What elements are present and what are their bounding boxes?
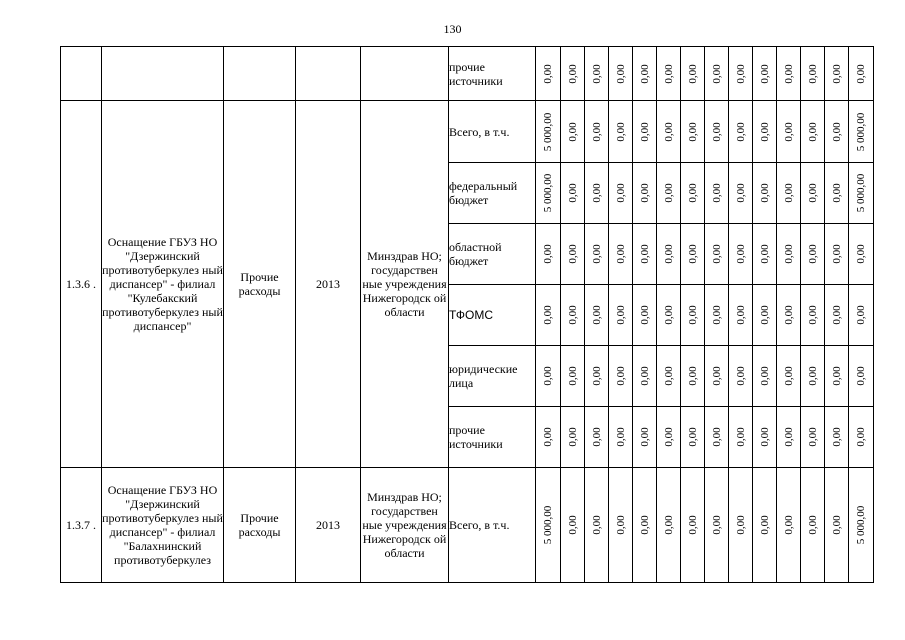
value-cell	[729, 407, 753, 468]
source-label: юридические лица	[449, 346, 536, 407]
value-text: 0,00	[710, 121, 723, 142]
value-text: 0,00	[734, 305, 747, 325]
value-text: 0,00	[686, 121, 699, 142]
value-text: 0,00	[710, 63, 723, 84]
value-cell	[777, 346, 801, 407]
value-text: 0,00	[855, 427, 867, 447]
value-cell	[681, 468, 705, 583]
source-label: ТФОМС	[449, 285, 536, 346]
value-cell	[609, 285, 633, 346]
value-text: 0,00	[758, 183, 771, 203]
value-text: 0,00	[710, 515, 723, 535]
source-label: прочие источники	[449, 407, 536, 468]
value-cell	[536, 47, 561, 101]
value-text: 0,00	[758, 244, 771, 264]
value-cell	[825, 285, 849, 346]
value-text: 0,00	[542, 63, 554, 84]
value-cell	[633, 224, 657, 285]
item-executor	[361, 47, 449, 101]
value-cell	[729, 346, 753, 407]
value-text: 0,00	[734, 366, 747, 386]
value-cell	[801, 346, 825, 407]
value-text: 0,00	[686, 366, 699, 386]
value-cell	[777, 163, 801, 224]
item-name: Оснащение ГБУЗ НО "Дзержинский противотуберкулез ный диспансер" - филиал "Балахнинский противотуберкулез	[102, 468, 224, 583]
value-cell	[753, 346, 777, 407]
item-code: 1.3.7 .	[61, 468, 102, 583]
value-text: 0,00	[590, 427, 603, 447]
value-cell	[849, 468, 874, 583]
value-text: 0,00	[686, 183, 699, 203]
value-cell	[536, 468, 561, 583]
value-text: 0,00	[734, 121, 747, 142]
value-text: 0,00	[710, 366, 723, 386]
item-name: Оснащение ГБУЗ НО "Дзержинский противотуберкулез ный диспансер" - филиал "Кулебакский противотуберкулез ный диспансер"	[102, 101, 224, 468]
value-text: 0,00	[855, 305, 867, 325]
value-cell	[657, 407, 681, 468]
value-text: 0,00	[806, 305, 819, 325]
value-text: 0,00	[614, 427, 627, 447]
value-cell	[585, 285, 609, 346]
expense-type: Прочие расходы	[224, 468, 296, 583]
table-row	[61, 101, 874, 163]
value-cell	[609, 407, 633, 468]
value-text: 0,00	[758, 515, 771, 535]
value-text: 0,00	[758, 366, 771, 386]
value-text: 0,00	[566, 366, 579, 386]
item-year: 2013	[296, 468, 361, 583]
value-text: 5 000,00	[855, 505, 867, 545]
value-text: 0,00	[566, 244, 579, 264]
value-cell	[561, 346, 585, 407]
value-text: 5 000,00	[542, 505, 554, 545]
value-cell	[705, 224, 729, 285]
value-text: 0,00	[662, 427, 675, 447]
value-text: 0,00	[566, 121, 579, 142]
value-cell	[561, 468, 585, 583]
value-cell	[825, 163, 849, 224]
value-cell	[633, 346, 657, 407]
value-cell	[681, 407, 705, 468]
financing-table	[60, 46, 874, 583]
value-text: 0,00	[590, 305, 603, 325]
value-cell	[681, 224, 705, 285]
value-cell	[777, 47, 801, 101]
value-text: 0,00	[806, 63, 819, 84]
value-cell	[681, 346, 705, 407]
value-text: 0,00	[855, 366, 867, 386]
value-cell	[801, 285, 825, 346]
value-cell	[825, 47, 849, 101]
value-text: 0,00	[662, 366, 675, 386]
value-text: 0,00	[734, 515, 747, 535]
value-text: 0,00	[830, 366, 843, 386]
value-text: 0,00	[638, 121, 651, 142]
value-text: 0,00	[590, 244, 603, 264]
value-text: 0,00	[614, 244, 627, 264]
value-text: 0,00	[830, 121, 843, 142]
value-text: 0,00	[782, 183, 795, 203]
value-text: 0,00	[782, 515, 795, 535]
value-text: 0,00	[638, 427, 651, 447]
value-cell	[825, 101, 849, 163]
value-cell	[657, 346, 681, 407]
value-text: 0,00	[758, 63, 771, 84]
value-text: 0,00	[662, 244, 675, 264]
value-text: 0,00	[734, 427, 747, 447]
value-text: 0,00	[806, 183, 819, 203]
value-cell	[801, 407, 825, 468]
value-text: 0,00	[782, 63, 795, 84]
value-cell	[585, 346, 609, 407]
value-text: 5 000,00	[855, 112, 867, 151]
value-cell	[777, 224, 801, 285]
value-cell	[657, 101, 681, 163]
value-text: 0,00	[590, 121, 603, 142]
value-text: 0,00	[782, 244, 795, 264]
value-cell	[609, 224, 633, 285]
value-cell	[585, 101, 609, 163]
value-text: 0,00	[830, 305, 843, 325]
value-cell	[561, 285, 585, 346]
source-label: прочие источники	[449, 47, 536, 101]
value-cell	[585, 468, 609, 583]
value-text: 0,00	[855, 63, 867, 84]
item-year: 2013	[296, 101, 361, 468]
value-cell	[777, 407, 801, 468]
value-text: 0,00	[830, 427, 843, 447]
value-cell	[681, 47, 705, 101]
value-cell	[729, 285, 753, 346]
value-text: 0,00	[758, 427, 771, 447]
value-cell	[849, 346, 874, 407]
value-cell	[657, 285, 681, 346]
value-text: 0,00	[566, 305, 579, 325]
table-row	[61, 468, 874, 583]
page-number: 130	[443, 22, 462, 36]
value-cell	[609, 163, 633, 224]
item-code	[61, 47, 102, 101]
source-label: Всего, в т.ч.	[449, 468, 536, 583]
value-cell	[753, 163, 777, 224]
value-cell	[536, 163, 561, 224]
value-text: 0,00	[830, 63, 843, 84]
source-label: областной бюджет	[449, 224, 536, 285]
value-cell	[849, 101, 874, 163]
value-cell	[681, 285, 705, 346]
value-text: 0,00	[710, 305, 723, 325]
value-cell	[753, 224, 777, 285]
value-text: 0,00	[782, 305, 795, 325]
value-text: 0,00	[686, 244, 699, 264]
value-cell	[561, 407, 585, 468]
value-text: 0,00	[614, 63, 627, 84]
table-row	[61, 47, 874, 101]
value-cell	[729, 224, 753, 285]
value-cell	[729, 47, 753, 101]
value-cell	[681, 163, 705, 224]
value-cell	[633, 101, 657, 163]
value-cell	[705, 163, 729, 224]
value-cell	[536, 101, 561, 163]
value-cell	[729, 468, 753, 583]
value-text: 0,00	[662, 183, 675, 203]
value-cell	[801, 101, 825, 163]
value-cell	[561, 224, 585, 285]
value-cell	[705, 101, 729, 163]
source-label: Всего, в т.ч.	[449, 101, 536, 163]
value-cell	[633, 47, 657, 101]
value-cell	[536, 346, 561, 407]
value-text: 0,00	[830, 183, 843, 203]
value-cell	[536, 285, 561, 346]
value-text: 0,00	[566, 427, 579, 447]
value-cell	[585, 163, 609, 224]
value-cell	[705, 285, 729, 346]
value-cell	[705, 346, 729, 407]
value-cell	[609, 101, 633, 163]
value-cell	[753, 101, 777, 163]
value-cell	[705, 468, 729, 583]
value-text: 0,00	[710, 183, 723, 203]
value-cell	[753, 468, 777, 583]
value-cell	[753, 285, 777, 346]
value-text: 0,00	[782, 121, 795, 142]
value-text: 0,00	[542, 305, 554, 325]
value-text: 0,00	[662, 305, 675, 325]
value-cell	[753, 407, 777, 468]
value-text: 0,00	[710, 427, 723, 447]
value-text: 0,00	[710, 244, 723, 264]
value-text: 0,00	[590, 515, 603, 535]
value-cell	[849, 47, 874, 101]
value-text: 0,00	[542, 427, 554, 447]
value-text: 0,00	[686, 427, 699, 447]
value-cell	[633, 285, 657, 346]
value-cell	[825, 224, 849, 285]
value-text: 0,00	[590, 183, 603, 203]
value-text: 0,00	[830, 244, 843, 264]
value-cell	[777, 468, 801, 583]
value-text: 0,00	[806, 121, 819, 142]
value-cell	[849, 224, 874, 285]
value-cell	[609, 47, 633, 101]
item-name	[102, 47, 224, 101]
item-code: 1.3.6 .	[61, 101, 102, 468]
value-cell	[657, 47, 681, 101]
value-cell	[681, 101, 705, 163]
value-cell	[801, 163, 825, 224]
value-text: 0,00	[662, 121, 675, 142]
value-text: 0,00	[590, 63, 603, 84]
value-text: 0,00	[590, 366, 603, 386]
value-cell	[536, 224, 561, 285]
value-cell	[825, 346, 849, 407]
value-cell	[657, 468, 681, 583]
value-cell	[825, 407, 849, 468]
value-text: 0,00	[686, 515, 699, 535]
value-text: 0,00	[734, 183, 747, 203]
value-cell	[561, 101, 585, 163]
value-cell	[849, 163, 874, 224]
value-cell	[585, 47, 609, 101]
value-text: 0,00	[734, 244, 747, 264]
value-text: 0,00	[542, 244, 554, 264]
value-cell	[657, 163, 681, 224]
value-text: 0,00	[782, 427, 795, 447]
expense-type	[224, 47, 296, 101]
value-cell	[705, 47, 729, 101]
value-text: 0,00	[566, 183, 579, 203]
item-year	[296, 47, 361, 101]
value-cell	[585, 224, 609, 285]
value-text: 0,00	[638, 305, 651, 325]
value-text: 0,00	[758, 121, 771, 142]
value-cell	[609, 468, 633, 583]
value-text: 0,00	[806, 366, 819, 386]
value-cell	[801, 47, 825, 101]
value-cell	[633, 468, 657, 583]
value-text: 0,00	[638, 366, 651, 386]
value-text: 5 000,00	[542, 112, 554, 151]
value-text: 0,00	[566, 63, 579, 84]
value-cell	[536, 407, 561, 468]
value-cell	[705, 407, 729, 468]
value-cell	[777, 101, 801, 163]
value-cell	[849, 285, 874, 346]
value-text: 0,00	[638, 63, 651, 84]
value-text: 0,00	[782, 366, 795, 386]
value-text: 0,00	[662, 515, 675, 535]
value-text: 0,00	[686, 305, 699, 325]
expense-type: Прочие расходы	[224, 101, 296, 468]
value-cell	[801, 224, 825, 285]
value-cell	[585, 407, 609, 468]
value-cell	[801, 468, 825, 583]
value-cell	[633, 163, 657, 224]
value-text: 0,00	[614, 366, 627, 386]
value-text: 0,00	[806, 515, 819, 535]
value-cell	[729, 163, 753, 224]
source-label: федеральный бюджет	[449, 163, 536, 224]
value-text: 0,00	[638, 244, 651, 264]
value-text: 0,00	[734, 63, 747, 84]
value-cell	[657, 224, 681, 285]
value-text: 0,00	[855, 244, 867, 264]
value-cell	[561, 47, 585, 101]
value-text: 0,00	[806, 427, 819, 447]
value-cell	[753, 47, 777, 101]
value-cell	[561, 163, 585, 224]
value-text: 0,00	[686, 63, 699, 84]
value-text: 0,00	[638, 183, 651, 203]
item-executor: Минздрав НО; государствен ные учреждения Нижегородск ой области	[361, 468, 449, 583]
value-cell	[729, 101, 753, 163]
value-cell	[849, 407, 874, 468]
value-text: 5 000,00	[855, 173, 867, 213]
value-text: 0,00	[566, 515, 579, 535]
value-text: 0,00	[614, 305, 627, 325]
value-text: 0,00	[758, 305, 771, 325]
item-executor: Минздрав НО; государствен ные учреждения Нижегородск ой области	[361, 101, 449, 468]
value-text: 0,00	[638, 515, 651, 535]
value-text: 0,00	[614, 515, 627, 535]
value-text: 0,00	[614, 121, 627, 142]
value-text: 0,00	[806, 244, 819, 264]
value-cell	[777, 285, 801, 346]
value-text: 0,00	[614, 183, 627, 203]
value-text: 0,00	[830, 515, 843, 535]
value-cell	[633, 407, 657, 468]
value-cell	[609, 346, 633, 407]
value-text: 0,00	[662, 63, 675, 84]
value-cell	[825, 468, 849, 583]
value-text: 5 000,00	[542, 173, 554, 213]
value-text: 0,00	[542, 366, 554, 386]
